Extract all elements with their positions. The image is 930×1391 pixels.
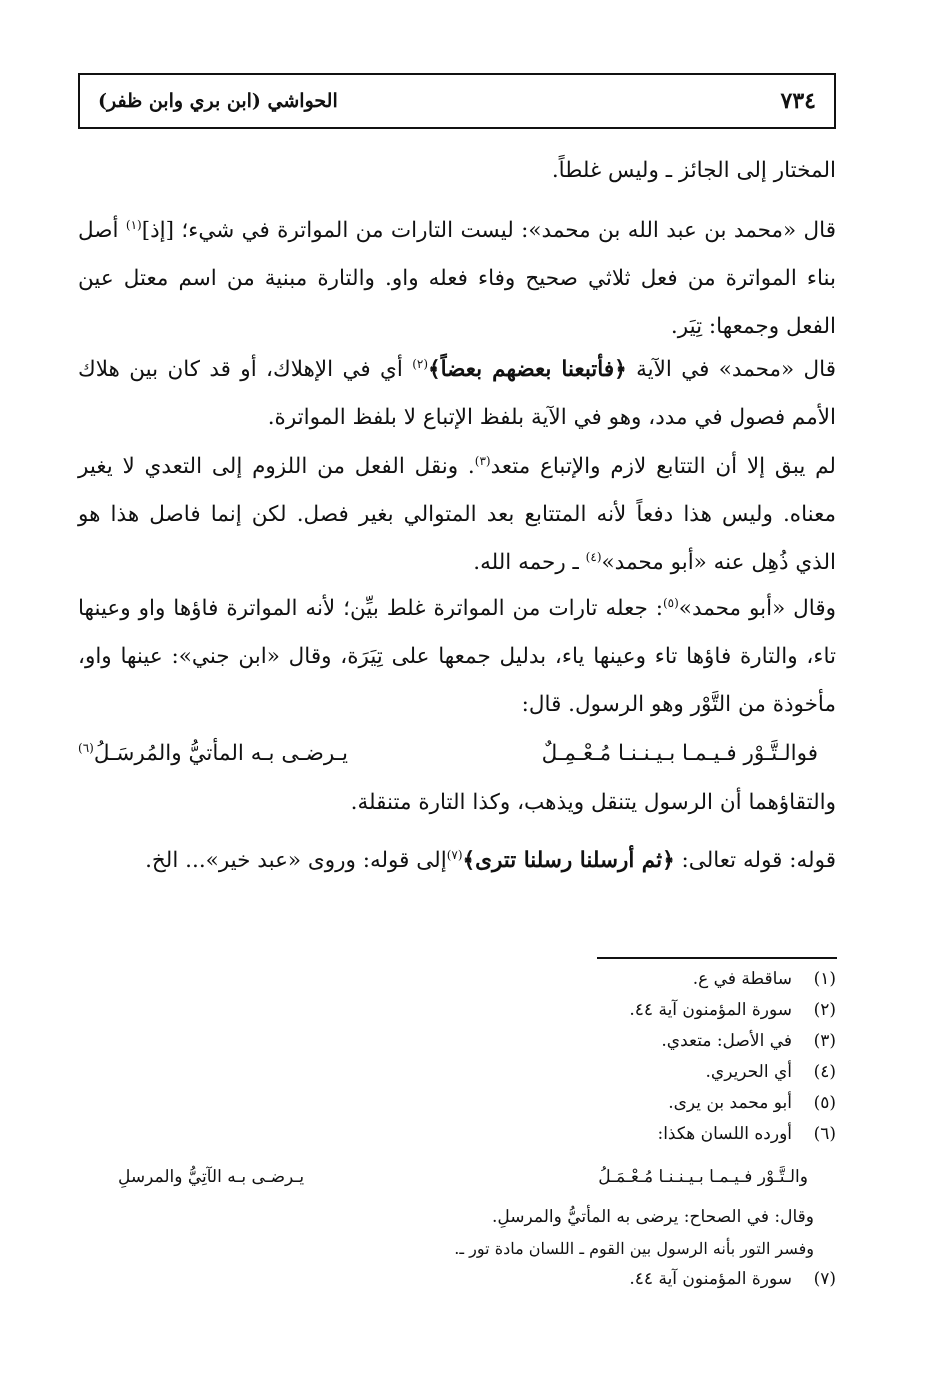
footnote-item xyxy=(96,1119,836,1150)
footnote-6-line-3-text: وفسر التور بأنه الرسول بين القوم ـ اللسان مادة تور ـ. xyxy=(454,1239,814,1258)
footnote-number: (٦) xyxy=(813,1124,836,1144)
footnote-6-line-2-text: وقال: في الصحاح: يرضى به المأتيُّ والمرسلِ. xyxy=(491,1207,814,1227)
footnote-ref-3: (٣) xyxy=(474,453,491,468)
footnote-ref-1: (١) xyxy=(125,217,142,232)
footnote-text: في الأصل: متعدي. xyxy=(661,1031,792,1051)
footnote-ref-2: (٢) xyxy=(412,356,429,371)
footnote-number: (٢) xyxy=(813,1000,836,1020)
footnote-6-hemistich-2: يـرضـى بـه الآتِيُّ والمرسلِ xyxy=(118,1167,305,1187)
footnote-number: (٧) xyxy=(813,1269,836,1289)
footnote-ref-6: (٦) xyxy=(78,740,94,755)
paragraph-2-text-b: أصل بناء المواترة من فعل ثلاثي صحيح وفاء فعله واو. والتارة مبنية من اسم معتل عين الفعل وجمعها: تِيَر. xyxy=(78,218,836,339)
footnote-number: (١) xyxy=(813,969,836,989)
footnote-7 xyxy=(96,1264,836,1295)
footnote-text: سورة المؤمنون آية ٤٤. xyxy=(629,1269,792,1289)
paragraph-4-text-a: لم يبق إلا أن التتابع لازم والإتباع متعد xyxy=(490,454,836,479)
footnote-number: (٥) xyxy=(813,1093,836,1113)
paragraph-1-text: المختار إلى الجائز ـ وليس غلطاً. xyxy=(551,158,836,183)
footnote-item xyxy=(96,1026,836,1057)
paragraph-2 xyxy=(78,207,836,351)
paragraph-5-text-a: وقال «أبو محمد» xyxy=(678,596,837,621)
footnote-number: (٣) xyxy=(813,1031,836,1051)
footnote-item xyxy=(96,1088,836,1119)
footnote-separator xyxy=(597,957,837,959)
paragraph-7-text-b: إلى قوله: وروى «عبد خير»... الخ. xyxy=(145,848,447,873)
footnote-item xyxy=(96,1057,836,1088)
footnote-text: سورة المؤمنون آية ٤٤. xyxy=(629,1000,792,1020)
footnote-ref-5: (٥) xyxy=(662,595,679,610)
paragraph-6 xyxy=(78,779,836,827)
quran-quote-1: ﴿فأتبعنا بعضهم بعضاً﴾ xyxy=(428,357,627,382)
quran-quote-2: ﴿ثم أرسلنا رسلنا تترى﴾ xyxy=(462,848,675,873)
paragraph-6-text: والتقاؤهما أن الرسول يتنقل ويذهب، وكذا التارة متنقلة. xyxy=(350,790,836,815)
paragraph-2-text-a: قال «محمد بن عبد الله بن محمد»: ليست التارات من المواترة في شيء؛ [إذ] xyxy=(141,218,836,243)
paragraph-3-text-a: قال «محمد» في الآية xyxy=(626,357,836,382)
paragraph-1 xyxy=(78,147,836,195)
footnote-item xyxy=(96,1264,836,1295)
footnote-text: أبو محمد بن يرى. xyxy=(668,1093,792,1113)
poetry-verse xyxy=(78,730,818,778)
verse-hemistich-2: يـرضـى بـه المأتيُّ والمُرسَـلُ xyxy=(93,741,348,766)
paragraph-4-text-b: . ونقل الفعل من اللزوم إلى التعدي لا يغير معناه. وليس هذا دفعاً لأنه المتتابع بعد المتوالي بغير فصل. لكن إنما فاصل هذا هو الذي ذُهِل عنه «أبو محمد» xyxy=(78,454,836,575)
footnote-text: ساقطة في ع. xyxy=(692,969,792,989)
paragraph-5 xyxy=(78,585,836,729)
footnote-ref-7: (٧) xyxy=(446,847,463,862)
footnote-item xyxy=(96,995,836,1026)
footnote-6-line-3 xyxy=(454,1233,814,1264)
footnote-text: أي الحريري. xyxy=(705,1062,792,1082)
paragraph-3 xyxy=(78,346,836,442)
verse-hemistich-1: فوالـتَّـوْر فـيـمـا بـيـنـنـا مُـعْـمِـلٌ xyxy=(541,741,818,766)
footnote-text: أورده اللسان هكذا: xyxy=(657,1124,792,1144)
paragraph-7 xyxy=(78,837,836,885)
footnote-number: (٤) xyxy=(813,1062,836,1082)
footnotes-list xyxy=(96,964,836,1150)
page-header xyxy=(78,73,836,129)
footnote-item xyxy=(96,964,836,995)
footnote-6-hemistich-1: والـتَّـوْر فـيـمـا بـيـنـنـا مُـعْـمَـلُ xyxy=(598,1167,808,1187)
paragraph-7-text-a: قوله: قوله تعالى: xyxy=(674,848,836,873)
paragraph-3-text-b: أي في الإهلاك، أو قد كان بين هلاك الأمم فصول في مدد، وهو في الآية بلفظ الإتباع لا بلفظ المواترة. xyxy=(78,357,836,430)
paragraph-4 xyxy=(78,443,836,587)
footnote-ref-4: (٤) xyxy=(585,549,602,564)
footnote-6-line-2 xyxy=(492,1202,814,1233)
page-title: الحواشي (ابن بري وابن ظفر) xyxy=(98,90,338,112)
page-number: ٧٣٤ xyxy=(780,88,816,114)
footnote-6-verse xyxy=(118,1162,808,1193)
paragraph-4-text-c: ـ رحمه الله. xyxy=(473,550,586,575)
paragraph-5-text-b: : جعله تارات من المواترة غلط بيِّن؛ لأنه المواترة فاؤها واو وعينها تاء، والتارة فاؤها تاء وعينها ياء، بدليل جمعها على تِيَرَة، وقال «ابن جني»: عينها واو، مأخوذة من التَّوْر وهو الرسول. قال: xyxy=(78,596,836,717)
